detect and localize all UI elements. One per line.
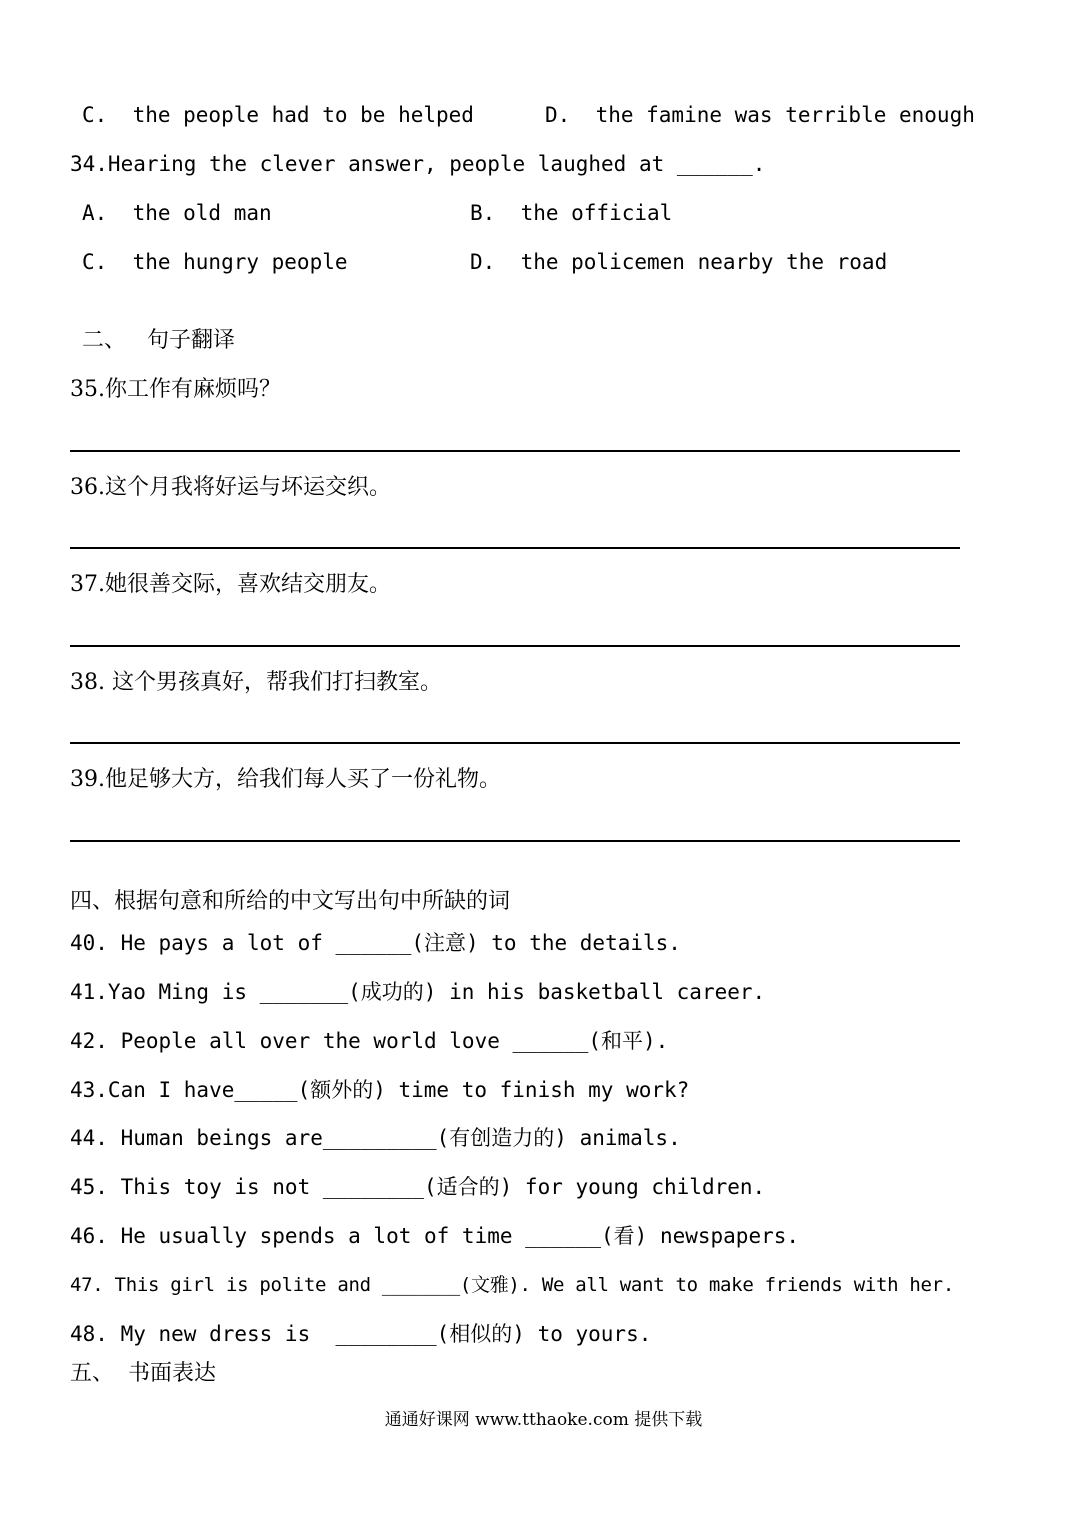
fill-item-48: 48. My new dress is ________(相似的) to yours.: [70, 1322, 652, 1346]
page-footer: 通通好课网 www.tthaoke.com 提供下载: [384, 1410, 703, 1430]
q34-option-b: B. the official: [470, 201, 673, 225]
fill-item-46: 46. He usually spends a lot of time ______(看) newspapers.: [70, 1224, 800, 1248]
q33-option-d: D. the famine was terrible enough: [545, 103, 975, 127]
section-5-title: 五、 书面表达: [70, 1361, 216, 1386]
answer-line-35: [70, 450, 960, 452]
q34-option-c: C. the hungry people: [82, 250, 348, 274]
translation-item-39: 39.他足够大方，给我们每人买了一份礼物。: [70, 767, 501, 792]
translation-item-37: 37.她很善交际，喜欢结交朋友。: [70, 572, 391, 597]
fill-item-47: 47. This girl is polite and _______(文雅). We all want to make friends with her.: [70, 1274, 954, 1296]
fill-item-43: 43.Can I have_____(额外的) time to finish my work?: [70, 1078, 690, 1102]
section-4-title: 四、根据句意和所给的中文写出句中所缺的词: [70, 889, 511, 914]
translation-item-36: 36.这个月我将好运与坏运交织。: [70, 475, 391, 500]
answer-line-36: [70, 547, 960, 549]
answer-line-37: [70, 645, 960, 647]
answer-line-39: [70, 840, 960, 842]
q34-option-d: D. the policemen nearby the road: [470, 250, 888, 274]
translation-item-35: 35.你工作有麻烦吗？: [70, 377, 281, 402]
q33-option-c: C. the people had to be helped: [82, 103, 474, 127]
section-2-title: 二、 句子翻译: [82, 328, 235, 353]
fill-item-40: 40. He pays a lot of ______(注意) to the details.: [70, 931, 681, 955]
fill-item-44: 44. Human beings are_________(有创造力的) animals.: [70, 1126, 681, 1150]
q34-option-a: A. the old man: [82, 201, 272, 225]
q34-stem: 34.Hearing the clever answer, people laughed at ______.: [70, 152, 766, 176]
answer-line-38: [70, 742, 960, 744]
fill-item-41: 41.Yao Ming is _______(成功的) in his basketball career.: [70, 980, 766, 1004]
translation-item-38: 38. 这个男孩真好，帮我们打扫教室。: [70, 670, 442, 695]
fill-item-45: 45. This toy is not ________(适合的) for young children.: [70, 1175, 766, 1199]
fill-item-42: 42. People all over the world love ______(和平).: [70, 1029, 669, 1053]
